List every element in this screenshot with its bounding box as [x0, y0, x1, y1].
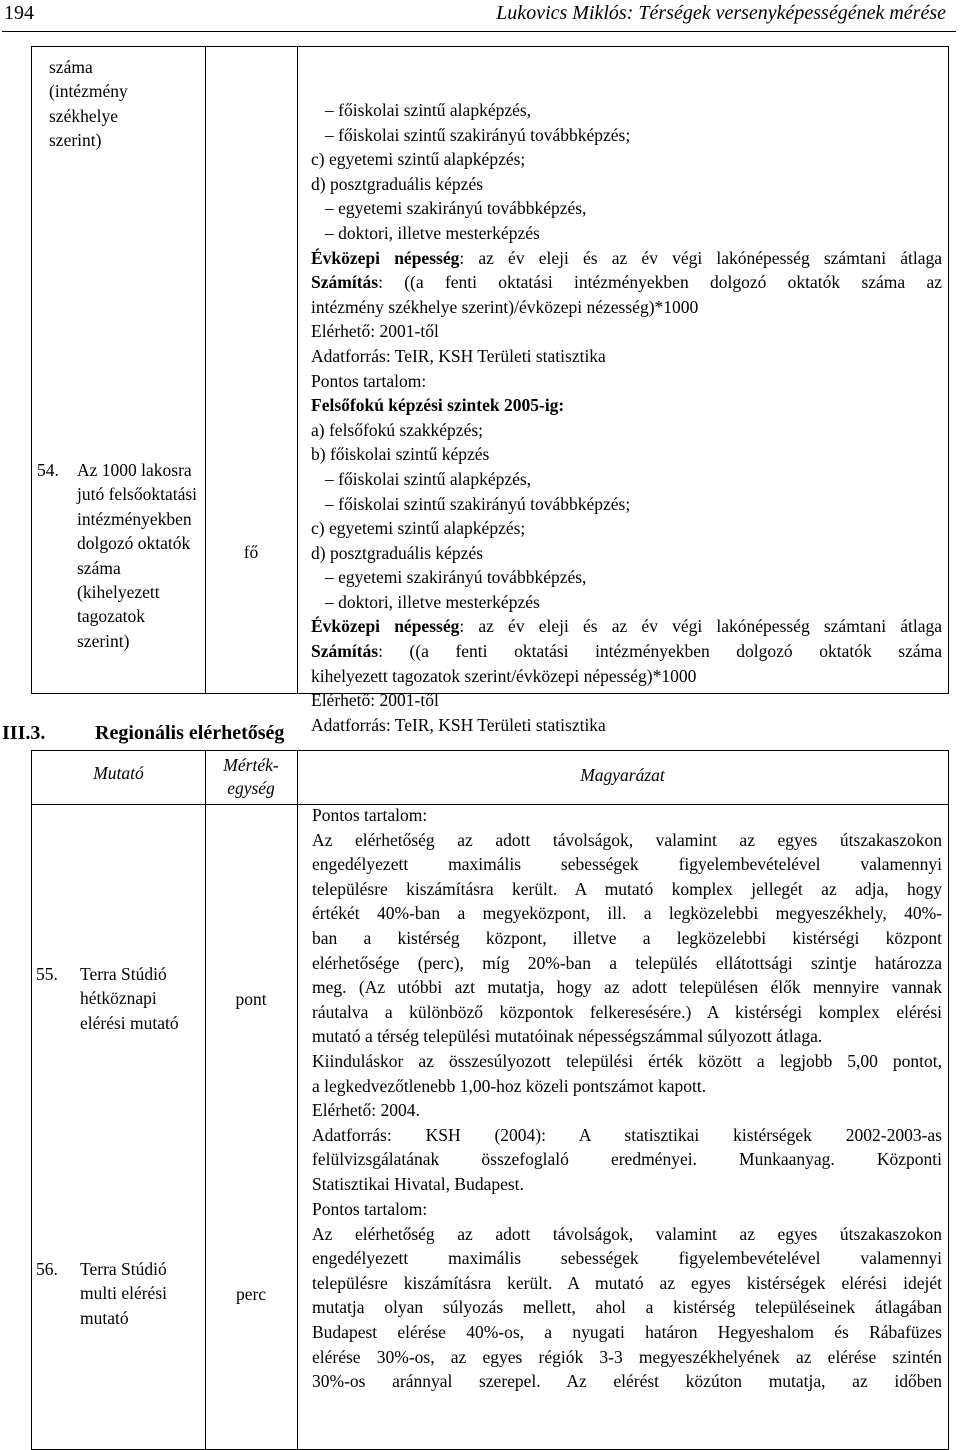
indicator-name [77, 458, 197, 653]
elerheto-2: Elérhető: 2001-től [311, 690, 439, 711]
text-line: mutató a térség települési mutatóinak népességszámmal súlyozott átlaga. [312, 1026, 823, 1047]
header-rule [2, 31, 956, 32]
name-line: mutató [80, 1307, 129, 1328]
text-line: meg. (Az utóbbi azt mutatja, hogy az adott településen élők mennyire vannak [312, 977, 942, 998]
name-line: tagozatok [77, 606, 146, 627]
indicator-name [80, 1257, 167, 1330]
text-line: településre kiszámításra került. A mutató komplex jellegét az adja, hogy [312, 878, 942, 899]
name-line: száma [77, 557, 121, 578]
text-line: d) posztgraduális képzés [311, 173, 484, 194]
elerheto: Elérhető: 2001-től [311, 321, 439, 342]
indicator-56 [36, 1257, 167, 1330]
indicator-name [80, 962, 179, 1035]
text-line: Az elérhetőség az adott távolságok, valamint az egyes útszakaszokon [312, 1223, 942, 1244]
evkozi-text: : az év eleji és az év végi lakónépesség számtani átlaga [459, 247, 942, 268]
continued-indicator-name [49, 55, 128, 153]
evkozi-label: Évközepi népesség [311, 247, 460, 268]
name-line: elérési mutató [80, 1012, 179, 1033]
text-line: engedélyezett maximális sebességek figyelembevételével valamennyi [312, 1248, 942, 1269]
text-line: ráutalva a különböző központok felkeresésére.) A kistérségi komplex elérési [312, 1001, 942, 1022]
text-line: – egyetemi szakirányú továbbképzés, [325, 567, 587, 588]
name-line: dolgozó oktatók [77, 533, 191, 554]
adatforras-2: Adatforrás: TeIR, KSH Területi statisztika [311, 714, 606, 735]
text-line: Budapest elérése 40%-os, a nyugati határon Hegyeshalom és Rábafüzes [312, 1321, 942, 1342]
name-line: intézményekben [77, 508, 192, 529]
regional-access-table [31, 750, 949, 1450]
indicator-name-column [32, 47, 206, 693]
evkozi-line-2 [311, 614, 942, 639]
name-line: hétköznapi [80, 988, 157, 1009]
text-line: d) posztgraduális képzés [311, 542, 484, 563]
text-line: – doktori, illetve mesterképzés [325, 222, 540, 243]
text-line: Statisztikai Hivatal, Budapest. [312, 1173, 524, 1194]
szamitas-text: : ((a fenti oktatási intézményekben dolgozó oktatók száma az [378, 272, 942, 293]
text-line: b) főiskolai szintű képzés [311, 444, 490, 465]
szamitas-cont: intézmény székhelye szerint)/évközepi nézesség)*1000 [311, 296, 699, 317]
szamitas-label: Számítás [311, 272, 379, 293]
szamitas-cont-2: kihelyezett tagozatok szerint/évközepi népesség)*1000 [311, 665, 697, 686]
header-mertek-line1: Mérték- [223, 755, 279, 775]
unit-fo: fő [243, 542, 259, 562]
text-line: ban a kistérség központ, illetve a legközelebbi kistérségi központ [312, 927, 942, 948]
text-line: Elérhető: 2004. [312, 1100, 420, 1121]
text-line: Pontos tartalom: [312, 805, 428, 825]
indicator-number: 54. [37, 460, 59, 480]
text-line: – főiskolai szintű szakirányú továbbképzés; [325, 493, 631, 514]
explanation-column [297, 47, 948, 735]
text-line: Kiinduláskor az összesúlyozott települési érték között a legjobb 5,00 pontot, [312, 1050, 942, 1071]
explanation-56 [312, 1197, 942, 1394]
indicator-number: 56. [36, 1259, 58, 1279]
header-mertek-line2: egység [227, 778, 275, 798]
evkozi-label-2: Évközepi népesség [311, 616, 460, 637]
page-number: 194 [4, 2, 34, 24]
text-line: Pontos tartalom: [312, 1199, 428, 1219]
unit-pont: pont [235, 989, 267, 1009]
name-line: (intézmény [49, 81, 128, 102]
text-line: településre kiszámításra került. A mutató az egyes kistérségek elérési idejét [312, 1272, 942, 1293]
section-heading [2, 722, 284, 745]
text-line: Adatforrás: KSH (2004): A statisztikai kistérségek 2002-2003-as [312, 1124, 942, 1145]
text-line: elérése 30%-os, az egyes régiók 3-3 megyeszékhelyének az elérése szintén [312, 1346, 942, 1367]
explanation-text [311, 98, 942, 737]
text-line: elérhetősége (perc), míg 20%-ban a település ellátottsági szintje határozza [312, 952, 942, 973]
text-line: Az elérhetőség az adott távolságok, valamint az egyes útszakaszokon [312, 829, 942, 850]
indicator-54 [37, 458, 197, 653]
explanation-55 [312, 803, 942, 1197]
text-line: 30%-os aránnyal szerepel. Az elérést közúton mutatja, az időben [312, 1371, 942, 1392]
name-line: Terra Stúdió [80, 1259, 167, 1279]
felsofoku-heading [311, 393, 942, 418]
text-line: – doktori, illetve mesterképzés [325, 591, 540, 612]
felsofoku-label: Felsőfokú képzési szintek 2005-ig: [311, 395, 565, 416]
text-line: mutatja olyan súlyozás mellett, ahol a kistérség településeinek átlagában [312, 1297, 942, 1318]
unit-column [205, 47, 298, 693]
text-line: – főiskolai szintű alapképzés, [325, 468, 532, 489]
header-magyarazat: Magyarázat [580, 765, 665, 785]
running-title: Lukovics Miklós: Térségek versenyképességének mérése [496, 2, 946, 24]
text-line: c) egyetemi szintű alapképzés; [311, 149, 526, 170]
text-line: értékét 40%-ban a megyeközpont, ill. a legközelebbi megyeszékhely, 40%- [312, 903, 942, 924]
header-row [32, 751, 948, 805]
text-line: – főiskolai szintű szakirányú továbbképzés; [325, 124, 631, 145]
name-line: székhelye [49, 105, 118, 126]
page-header [0, 0, 960, 38]
name-line: száma [49, 57, 93, 77]
szamitas-text-2: : ((a fenti oktatási intézményekben dolgozó oktatók száma [378, 641, 942, 662]
evkozi-line [311, 246, 942, 271]
table-body [32, 804, 948, 1449]
name-line: Terra Stúdió [80, 964, 167, 984]
header-mutato: Mutató [93, 763, 144, 783]
evkozi-text-2: : az év eleji és az év végi lakónépesség számtani átlaga [459, 616, 942, 637]
name-line: szerint) [77, 630, 130, 651]
section-title: Regionális elérhetőség [95, 722, 285, 744]
text-line: engedélyezett maximális sebességek figyelembevételével valamennyi [312, 854, 942, 875]
text-line: – főiskolai szintű alapképzés, [325, 100, 532, 120]
indicator-55 [36, 962, 179, 1035]
szamitas-line [311, 270, 942, 295]
text-line: a) felsőfokú szakképzés; [311, 419, 484, 440]
text-line: a legkedvezőtlenebb 1,00-hoz közeli pontszámot kapott. [312, 1075, 707, 1096]
section-number: III.3. [2, 722, 46, 744]
szamitas-label-2: Számítás [311, 641, 379, 662]
text-line: c) egyetemi szintű alapképzés; [311, 518, 526, 539]
unit-perc: perc [235, 1284, 267, 1304]
indicator-number: 55. [36, 964, 58, 984]
name-line: Az 1000 lakosra [77, 460, 192, 480]
text-line: felülvizsgálatának összefoglaló eredményei. Munkaanyag. Központi [312, 1149, 942, 1170]
name-line: multi elérési [80, 1283, 167, 1304]
name-line: szerint) [49, 130, 102, 151]
name-line: (kihelyezett [77, 582, 160, 603]
adatforras: Adatforrás: TeIR, KSH Területi statisztika [311, 345, 606, 366]
szamitas-line-2 [311, 639, 942, 664]
name-line: jutó felsőoktatási [77, 484, 198, 505]
text-line: – egyetemi szakirányú továbbképzés, [325, 198, 587, 219]
pontos-tartalom: Pontos tartalom: [311, 370, 427, 391]
